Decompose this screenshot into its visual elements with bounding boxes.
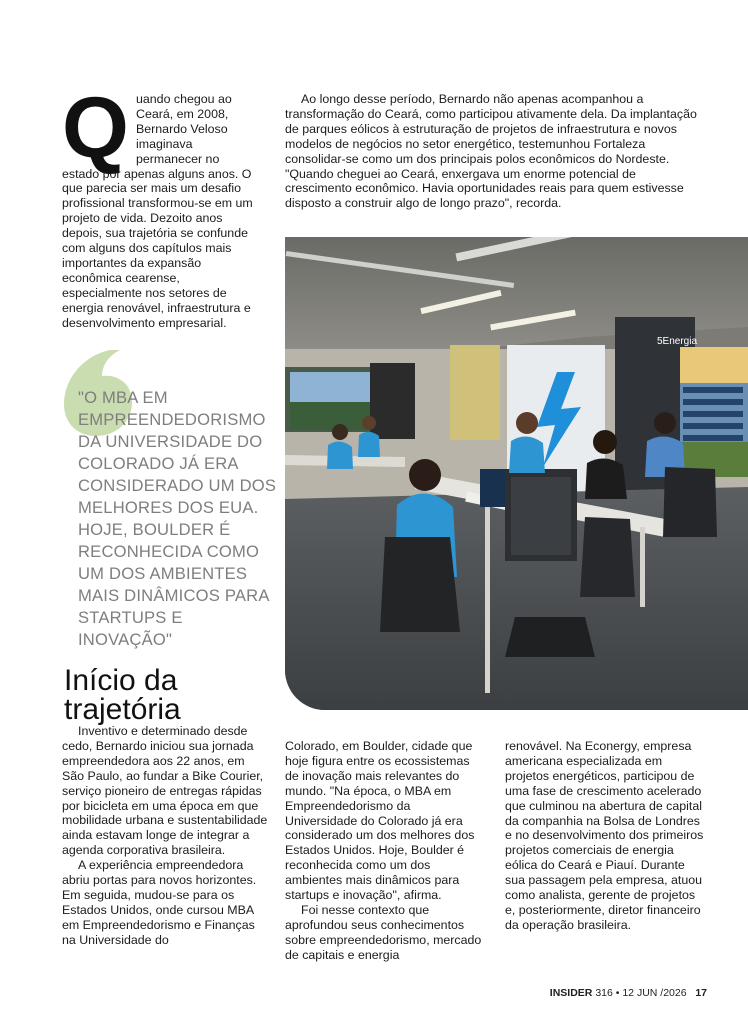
issue-info: 316 • 12 JUN /2026 xyxy=(595,987,687,999)
photo-sign-text: 5Energia xyxy=(657,336,698,347)
right-top-paragraph: Ao longo desse período, Bernardo não apenas acompanhou a transformação do Ceará, como participou ativamente dela. Da implantação de parques eólicos à estruturação de projetos de infraestrutura e novos modelos de negócios no setor energético, testemunhou Fortaleza consolidar-se como um dos principais polos econômicos do Nordeste. "Quando cheguei ao Ceará, enxergava um enorme potencial de crescimento econômico. Havia oportunidades reais para quem estivesse disposto a construir algo de longo prazo", recorda. xyxy=(285,92,697,211)
heading-line-2: trajetória xyxy=(64,693,181,726)
column-2-paragraph-2: Foi nesse contexto que aprofundou seus conhecimentos sobre empreendedorismo, mercado de capitais e energia xyxy=(285,902,482,962)
section-heading xyxy=(64,666,181,724)
intro-text: uando chegou ao Ceará, em 2008, Bernardo Veloso imaginava permanecer no estado por apenas alguns anos. O que parecia ser mais um desafio profissional transformou-se em um projeto de vida. Dezoito anos depois, sua trajetória se confunde com alguns dos capítulos mais importantes da expansão econômica cearense, especialmente nos setores de energia renovável, infraestrutura e desenvolvimento empresarial. xyxy=(62,92,253,330)
office-photo-illustration xyxy=(285,237,748,710)
column-1 xyxy=(62,724,269,948)
column-1-paragraph-1: Inventivo e determinado desde cedo, Bernardo iniciou sua jornada empreendedora aos 22 anos, em São Paulo, ao fundar a Bike Courier, serviço pioneiro de entregas rápidas por bicicleta em uma época em que mobilidade urbana e sustentabilidade ainda estavam longe de integrar a agenda corporativa brasileira. xyxy=(62,724,268,858)
column-3 xyxy=(505,739,707,933)
column-2 xyxy=(285,739,485,963)
right-top-column xyxy=(285,92,705,211)
heading-line-1: Início da xyxy=(64,664,178,697)
drop-cap-spacer xyxy=(62,80,136,176)
office-photo xyxy=(285,237,748,710)
drop-cap: Q xyxy=(62,80,129,176)
column-3-paragraph-1: renovável. Na Econergy, empresa americana especializada em projetos energéticos, participou de uma fase de crescimento acelerado que culminou na abertura de capital da companhia na Bolsa de Londres e no desenvolvimento dos primeiros projetos comerciais de energia eólica do Ceará e Piauí. Durante sua passagem pela empresa, atuou como analista, gerente de projetos e, posteriormente, diretor financeiro da operação brasileira. xyxy=(505,739,704,932)
magazine-name: INSIDER xyxy=(549,987,593,999)
page-footer xyxy=(550,987,707,999)
page-number: 17 xyxy=(695,987,707,999)
intro-paragraph xyxy=(62,80,258,331)
column-2-paragraph-1: Colorado, em Boulder, cidade que hoje figura entre os ecossistemas de inovação mais relevantes do mundo. "Na época, o MBA em Empreendedorismo da Universidade do Colorado já era considerado um dos melhores dos Estados Unidos. Hoje, Boulder é reconhecida como um dos ambientes mais dinâmicos para startups e inovação", afirma. xyxy=(285,739,475,903)
pull-quote: "O MBA EM EMPREENDEDORISMO DA UNIVERSIDADE DO COLORADO JÁ ERA CONSIDERADO UM DOS MELHORES DOS EUA. HOJE, BOULDER É RECONHECIDA COMO UM DOS AMBIENTES MAIS DINÂMICOS PARA STARTUPS E INOVAÇÃO" xyxy=(78,388,277,649)
column-1-paragraph-2: A experiência empreendedora abriu portas para novos horizontes. Em seguida, mudou-se para os Estados Unidos, onde cursou MBA em Empreendedorismo e Finanças na Universidade do xyxy=(62,858,257,947)
